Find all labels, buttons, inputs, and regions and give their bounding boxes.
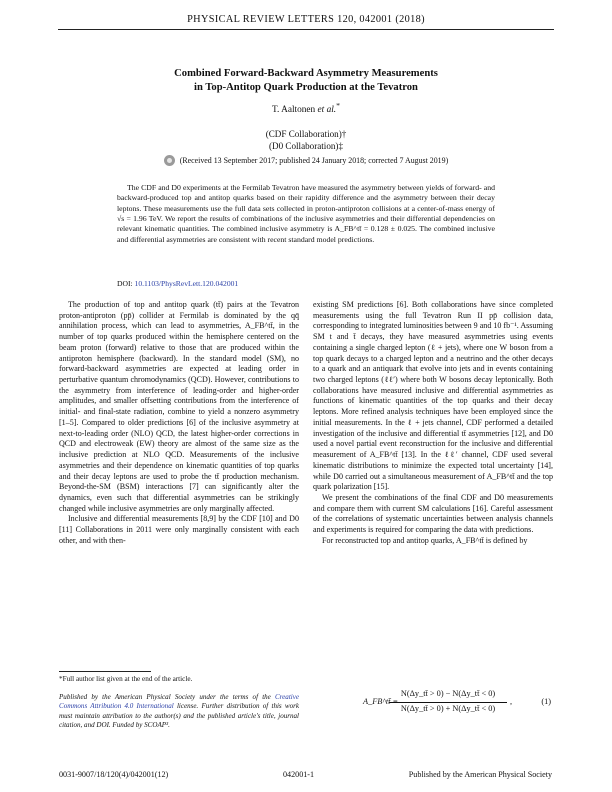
author-line <box>0 101 612 115</box>
author-footnote: *Full author list given at the end of the article. <box>59 675 193 683</box>
equation-1 <box>313 687 553 721</box>
equation-numerator: N(Δy_tt̄ > 0) − N(Δy_tt̄ < 0) <box>400 689 496 698</box>
license-text-1: Published by the American Physical Society under the terms of the <box>59 693 271 701</box>
footer-issn: 0031-9007/18/120(4)/042001(12) <box>59 770 169 779</box>
author-name[interactable]: T. Aaltonen <box>272 105 316 116</box>
license-notice <box>59 693 299 730</box>
collaboration-cdf: (CDF Collaboration)† <box>265 129 347 139</box>
doi-link[interactable]: 10.1103/PhysRevLett.120.042001 <box>134 279 239 288</box>
right-column <box>313 300 553 547</box>
author-etal: et al. <box>317 105 337 116</box>
doi-label: DOI: <box>117 279 133 288</box>
body-paragraph: Inclusive and differential measurements [8,9] by the CDF [10] and D0 [11] Collaborations in 2011 were only marginally consistent with each other, and with then- <box>59 514 299 545</box>
equation-denominator: N(Δy_tt̄ > 0) + N(Δy_tt̄ < 0) <box>400 704 496 713</box>
body-paragraph: We present the combinations of the final CDF and D0 measurements and compare them with current SM calculations [16]. Careful assessment of the correlations of systematic uncertainties between analysis channels and experiments is required for comparing the data with predictions. <box>313 492 553 535</box>
footer-page-number: 042001-1 <box>283 770 315 779</box>
body-paragraph: existing SM predictions [6]. Both collaborations have since completed measurements using the full Tevatron Run II pp̄ collision data, corresponding to integrated luminosities between 9 and 10 fb⁻¹. Assuming SM t and t̄ decays, they have measured asymmetries using events containing a single charged lepton (ℓ + jets), where one W boson from a top quark decays to a charged lepton and a neutrino and the other decays to a quark and an antiquark that evolve into jets and in events containing two charged leptons (ℓℓ′) where both W bosons decay leptonically. Both collaborations have measured inclusive and differential asymmetries as functions of kinematic quantities of the top quarks and their decay leptons. More refined analysis techniques have been employed since the initial measurements. In the ℓ + jets channel, CDF performed a detailed investigation of the inclusive and differential tt̄ asymmetries [12], and D0 used a novel partial event reconstruction for the inclusive and differential measurement of A_FB^tt̄ [13]. In the ℓℓ′ channel, CDF used several kinematic distributions to minimize the expected total uncertainty [14], while D0 carried out a simultaneous measurement of A_FB^tt̄ and the top quark polarization [15]. <box>313 300 553 492</box>
equation-fraction-bar <box>389 702 507 703</box>
footer-publisher: Published by the American Physical Society <box>408 770 552 779</box>
header-rule <box>58 29 554 30</box>
received-line <box>0 155 612 166</box>
license-text-2: license. Further distribution of this work must maintain attribution to the author(s) and the published article's title, journal citation, and DOI. Funded by SCOAP³. <box>59 702 299 729</box>
equation-lhs: A_FB^tt̄ = <box>363 697 399 706</box>
title-line-1: Combined Forward-Backward Asymmetry Measurements <box>174 68 438 79</box>
body-paragraph: For reconstructed top and antitop quarks, A_FB^tt̄ is defined by <box>322 535 528 545</box>
equation-tail: , <box>510 697 513 706</box>
crossmark-icon[interactable] <box>164 155 175 166</box>
collaboration-d0: (D0 Collaboration)‡ <box>269 141 343 151</box>
left-column <box>59 300 299 547</box>
equation-number: (1) <box>541 697 551 706</box>
doi-line <box>117 279 495 288</box>
footnote-rule <box>59 671 151 672</box>
author-footnote-mark: * <box>336 101 340 110</box>
license-link[interactable]: Creative Commons Attribution 4.0 International <box>59 693 299 711</box>
article-title <box>60 67 552 94</box>
running-header: PHYSICAL REVIEW LETTERS 120, 042001 (2018) <box>187 14 425 25</box>
received-dates: (Received 13 September 2017; published 24 January 2018; corrected 7 August 2019) <box>179 156 449 165</box>
abstract: The CDF and D0 experiments at the Fermilab Tevatron have measured the asymmetry between yields of forward- and backward-produced top and antitop quarks based on their rapidity difference and the asymmetry between their decay leptons. These measurements use the full data sets collected in proton-antiproton collisions at a center-of-mass energy of √s = 1.96 TeV. We report the results of combinations of the inclusive asymmetries and their differential dependencies on relevant kinematic quantities. The combined inclusive asymmetry is A_FB^tt̄ = 0.128 ± 0.025. The combined inclusive and differential asymmetries are consistent with recent standard model predictions. <box>117 183 495 244</box>
body-paragraph: The production of top and antitop quark (tt̄) pairs at the Tevatron proton-antiproton (pp̄) collider at Fermilab is dominated by the qq̄ annihilation process, which can lead to asymmetries, A_FB^tt̄, in the number of top quarks produced within the hemisphere centered on the beam proton (forward) relative to those that are produced within the antiproton hemisphere (backward). In the standard model (SM), no forward-backward asymmetries are expected at leading order in perturbative quantum chromodynamics (QCD). However, contributions to the asymmetry from interference of leading-order and higher-order amplitudes, and smaller offsetting contributions from the interference of initial- and final-state radiation, combine to yield a nonzero asymmetry [1–5]. Compared to older predictions [6] of the inclusive asymmetry at next-to-leading order (NLO) QCD, the latest higher-order corrections in QCD and electroweak (EW) theory are almost of the same size as the inclusive prediction at NLO QCD. Measurements of the inclusive asymmetries and their dependence on kinematic quantities of top quarks and their decay leptons are used to probe the tt̄ production mechanism. Beyond-the-SM (BSM) interactions [7] can significantly alter the dynamics, even such that differential asymmetries can be strikingly changed while inclusive asymmetries are only marginally affected. <box>59 300 299 513</box>
title-line-2: in Top-Antitop Quark Production at the Tevatron <box>194 81 418 93</box>
